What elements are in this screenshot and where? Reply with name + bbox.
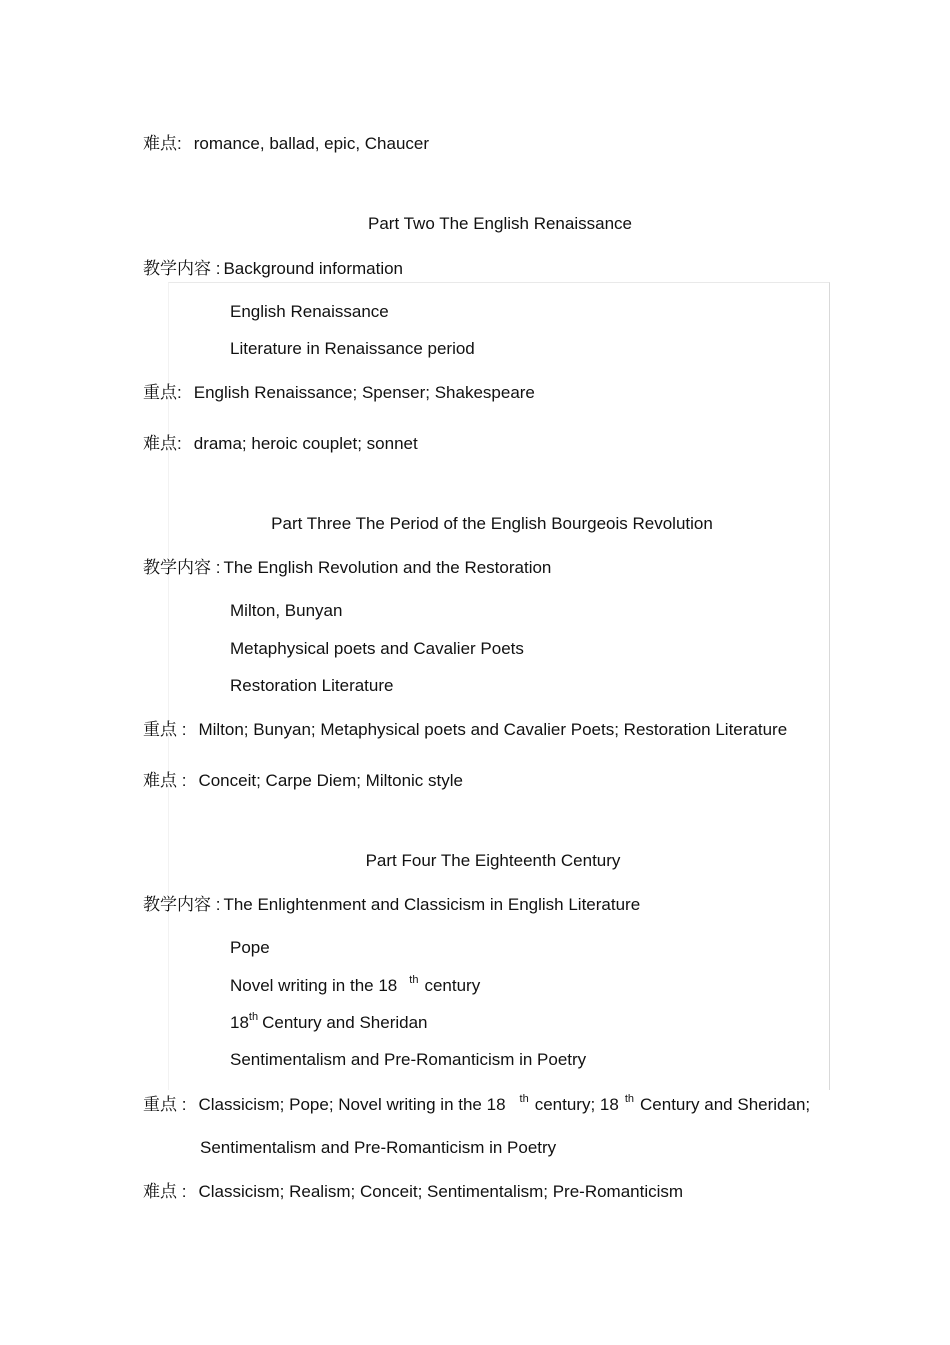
content-label: 教学内容 : xyxy=(143,895,221,914)
content-item: Restoration Literature xyxy=(230,676,394,695)
difficulty-label: 难点: xyxy=(143,134,182,153)
ordinal-suffix: th xyxy=(409,974,419,986)
difficulty-line xyxy=(143,434,418,454)
key-points-continuation: Sentimentalism and Pre-Romanticism in Poetry xyxy=(200,1138,557,1157)
key-points-label: 重点: xyxy=(143,383,182,402)
content-line xyxy=(143,895,640,915)
content-item-text: 18 xyxy=(230,1013,249,1032)
key-points-line xyxy=(143,1095,810,1115)
key-points-line xyxy=(143,720,787,740)
key-points-text: Classicism; Pope; Novel writing in the 18 xyxy=(198,1095,506,1114)
difficulty-label: 难点: xyxy=(143,434,182,453)
key-points-label: 重点 : xyxy=(143,720,187,739)
content-item xyxy=(230,976,480,996)
section-heading: Part Three The Period of the English Bourgeois Revolution xyxy=(271,514,713,533)
content-item xyxy=(230,1013,428,1033)
content-first: Background information xyxy=(223,259,403,278)
difficulty-text: Classicism; Realism; Conceit; Sentimentalism; Pre-Romanticism xyxy=(198,1182,684,1201)
difficulty-label: 难点 : xyxy=(143,771,187,790)
content-item: Sentimentalism and Pre-Romanticism in Poetry xyxy=(230,1050,587,1069)
content-line xyxy=(143,558,551,578)
content-first: The Enlightenment and Classicism in English Literature xyxy=(223,895,641,914)
content-label: 教学内容 : xyxy=(143,558,221,577)
difficulty-label: 难点 : xyxy=(143,1182,187,1201)
ordinal-suffix: th xyxy=(519,1093,529,1105)
content-first: The English Revolution and the Restoration xyxy=(223,558,552,577)
ordinal-suffix: th xyxy=(248,1011,259,1023)
content-item-text: Novel writing in the 18 xyxy=(230,976,398,995)
difficulty-text: romance, ballad, epic, Chaucer xyxy=(193,134,430,153)
key-points-text: English Renaissance; Spenser; Shakespeare xyxy=(193,383,535,402)
content-item: Milton, Bunyan xyxy=(230,601,343,620)
section-heading: Part Two The English Renaissance xyxy=(368,214,632,233)
key-points-text: century; 18 xyxy=(534,1095,619,1114)
content-item: Literature in Renaissance period xyxy=(230,339,475,358)
content-item-text: Century and Sheridan xyxy=(262,1013,428,1032)
ordinal-suffix: th xyxy=(624,1093,635,1105)
difficulty-line xyxy=(143,771,463,791)
content-item-text: century xyxy=(424,976,481,995)
difficulty-text: drama; heroic couplet; sonnet xyxy=(193,434,418,453)
content-label: 教学内容 : xyxy=(143,259,221,278)
difficulty-line xyxy=(143,1182,683,1202)
key-points-label: 重点 : xyxy=(143,1095,187,1114)
section-heading: Part Four The Eighteenth Century xyxy=(365,851,621,870)
content-item: English Renaissance xyxy=(230,302,389,321)
difficulty-text: Conceit; Carpe Diem; Miltonic style xyxy=(198,771,463,790)
key-points-line xyxy=(143,383,535,403)
content-line xyxy=(143,259,403,279)
key-points-text: Milton; Bunyan; Metaphysical poets and Cavalier Poets; Restoration Literature xyxy=(198,720,788,739)
content-item: Pope xyxy=(230,938,270,957)
key-points-text: Century and Sheridan; xyxy=(640,1095,811,1114)
difficulty-line xyxy=(143,134,429,154)
content-item: Metaphysical poets and Cavalier Poets xyxy=(230,639,524,658)
